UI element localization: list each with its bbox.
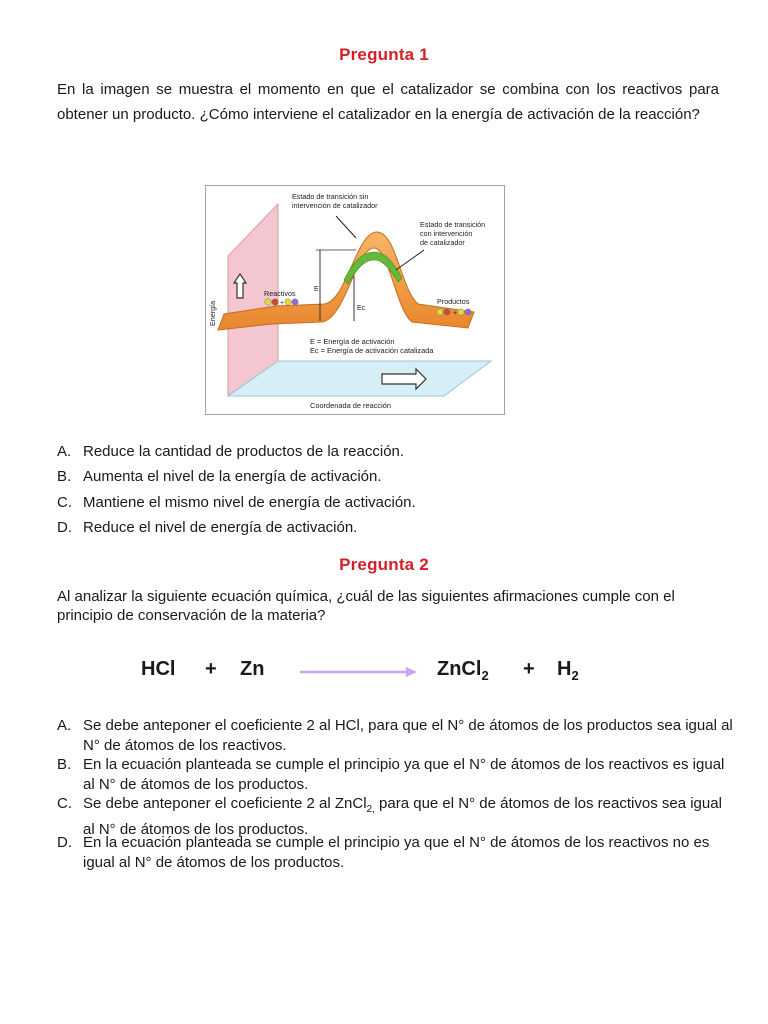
q1-option-c[interactable]	[57, 493, 737, 513]
legend-E: E = Energía de activación	[310, 337, 395, 346]
activation-energy-figure	[205, 185, 505, 415]
question-1-statement: En la imagen se muestra el momento en que el catalizador se combina con los reactivos para obtener un producto. ¿Cómo interviene el catalizador en la energía de activación de la reacción?	[57, 81, 719, 123]
question-1-title: Pregunta 1	[339, 45, 429, 64]
label-ts-with-line-3: de catalizador	[420, 238, 465, 247]
eq-product-h2: $H_2$	[557, 658, 579, 683]
q1-option-c-text: Mantiene el mismo nivel de energía de activación.	[83, 494, 416, 511]
legend-Ec: Ec = Energía de activación catalizada	[310, 346, 434, 355]
label-Ec: Ec	[357, 305, 366, 312]
q2-option-a[interactable]	[57, 716, 737, 755]
q1-option-b-letter: B.	[57, 468, 72, 485]
product-molecule-icon	[465, 309, 471, 315]
q2-option-b-text: En la ecuación planteada se cumple el principio ya que el N° de átomos de los reactivos es igual al N° de átomos de los productos.	[83, 756, 725, 793]
label-reactants: Reactivos	[264, 289, 296, 298]
label-ts-with-line-2: con intervención	[420, 229, 473, 238]
eq-reactant-hcl: HCl	[141, 658, 176, 680]
q2-option-a-text: Se debe anteponer el coeficiente 2 al HCl, para que el N° de átomos de los productos sea igual al N° de átomos de los reactivos.	[83, 717, 733, 754]
q1-option-d-letter: D.	[57, 519, 72, 536]
q2-option-c-letter: C.	[57, 795, 72, 812]
q1-option-a-letter: A.	[57, 443, 72, 460]
q1-option-d-text: Reduce el nivel de energía de activación.	[83, 519, 358, 536]
reactant-molecule-icon	[272, 299, 278, 305]
q1-option-c-letter: C.	[57, 494, 72, 511]
reactant-molecule-icon	[292, 299, 298, 305]
product-plus-sign: +	[453, 310, 458, 317]
eq-plus-1: +	[205, 658, 217, 680]
eq-product-zncl2: ZnCl$_2$	[437, 658, 489, 683]
label-x-axis: Coordenada de reacción	[310, 401, 391, 410]
eq-reactant-zn: Zn	[240, 658, 265, 680]
label-ts-with-line-1: Estado de transición	[420, 220, 486, 229]
label-products: Productos	[437, 297, 470, 306]
product-molecule-icon	[458, 309, 464, 315]
q1-option-a-text: Reduce la cantidad de productos de la reacción.	[83, 443, 405, 460]
product-molecule-icon	[444, 309, 450, 315]
q1-option-b-text: Aumenta el nivel de la energía de activación.	[83, 468, 382, 485]
pointer-line-ts-without	[336, 216, 356, 238]
q2-option-d[interactable]	[57, 833, 737, 872]
question-2-title: Pregunta 2	[339, 555, 429, 574]
question-2-statement: Al analizar la siguiente ecuación química, ¿cuál de las siguientes afirmaciones cumple con el principio de conservación de la materia?	[57, 588, 675, 624]
product-molecule-icon	[437, 309, 443, 315]
reactant-plus-sign: +	[280, 300, 285, 307]
q1-option-b[interactable]	[57, 467, 737, 487]
label-E: E	[314, 284, 319, 293]
label-ts-without-line-2: intervención de catalizador	[292, 201, 378, 210]
pointer-line-ts-with	[396, 250, 424, 270]
q2-option-b-letter: B.	[57, 756, 72, 773]
q2-option-d-text: En la ecuación planteada se cumple el principio ya que el N° de átomos de los reactivos no es igual al N° de átomos de los productos.	[83, 834, 710, 871]
label-energy-axis: Energía	[208, 300, 217, 326]
q1-option-d[interactable]	[57, 518, 737, 538]
reaction-arrow	[298, 665, 420, 679]
energy-diagram	[206, 186, 504, 414]
reactant-molecule-icon	[265, 299, 271, 305]
eq-plus-2: +	[523, 658, 535, 680]
q2-option-a-letter: A.	[57, 717, 72, 734]
q1-option-a[interactable]	[57, 442, 737, 462]
q2-option-c-text: Se debe anteponer el coeficiente 2 al ZnCl$_{2,}$ para que el N° de átomos de los reactivos sea igual al N° de átomos de los productos.	[83, 795, 722, 838]
q2-option-d-letter: D.	[57, 834, 72, 851]
q2-option-b[interactable]	[57, 755, 737, 794]
label-ts-without-line-1: Estado de transición sin	[292, 192, 369, 201]
reactant-molecule-icon	[285, 299, 291, 305]
